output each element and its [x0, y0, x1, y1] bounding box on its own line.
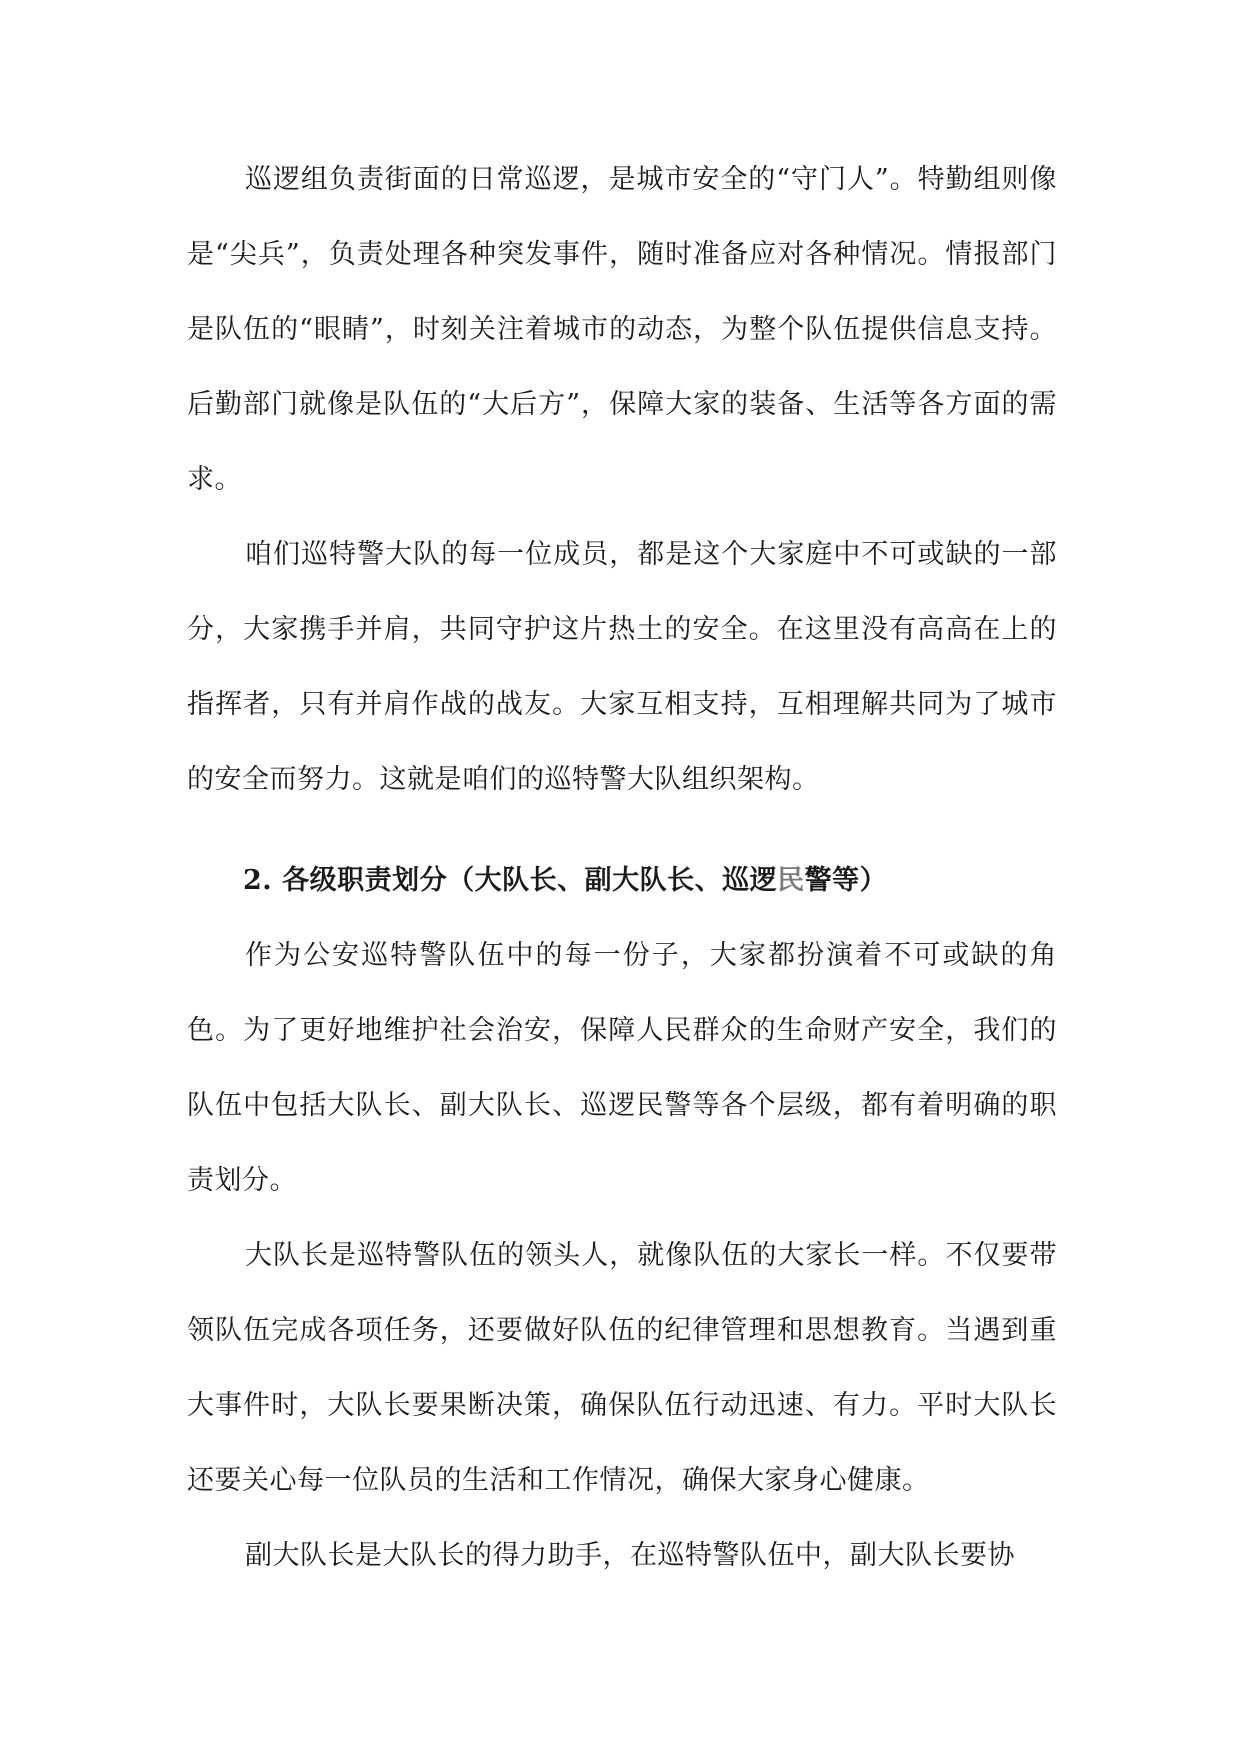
paragraph-patrol-groups: 巡逻组负责街面的日常巡逻，是城市安全的“守门人”。特勤组则像是“尖兵”，负责处理各种突发事件，随时准备应对各种情况。情报部门是队伍的“眼睛”，时刻关注着城市的动态，为整个队伍提供信息支持。后勤部门就像是队伍的“大后方”，保障大家的装备、生活等各方面的需求。 — [187, 164, 1057, 495]
paragraph-team-members: 咱们巡特警大队的每一位成员，都是这个大家庭中不可或缺的一部分，大家携手并肩，共同守护这片热土的安全。在这里没有高高在上的指挥者，只有并肩作战的战友。大家互相支持，互相理解共同为了城市的安全而努力。这就是咱们的巡特警大队组织架构。 — [187, 539, 1057, 795]
paragraph-deputy-captain: 副大队长是大队长的得力助手，在巡特警队伍中，副大队长要协 — [245, 1540, 1015, 1571]
paragraph-duty-division: 作为公安巡特警队伍中的每一份子，大家都扮演着不可或缺的角色。为了更好地维护社会治安，保障人民群众的生命财产安全，我们的队伍中包括大队长、副大队长、巡逻民警等各个层级，都有着明确的职责划分。 — [187, 940, 1057, 1196]
section-heading — [187, 843, 1057, 918]
section-heading-text-end: 警等） — [804, 865, 888, 896]
section-heading-highlight: 民 — [777, 865, 805, 896]
paragraph-captain: 大队长是巡特警队伍的领头人，就像队伍的大家长一样。不仅要带领队伍完成各项任务，还要做好队伍的纪律管理和思想教育。当遇到重大事件时，大队长要果断决策，确保队伍行动迅速、有力。平时大队长还要关心每一位队员的生活和工作情况，确保大家身心健康。 — [187, 1240, 1057, 1496]
section-heading-text: 2. 各级职责划分（大队长、副大队长、巡逻 — [243, 865, 778, 896]
document-body — [187, 142, 1057, 1593]
